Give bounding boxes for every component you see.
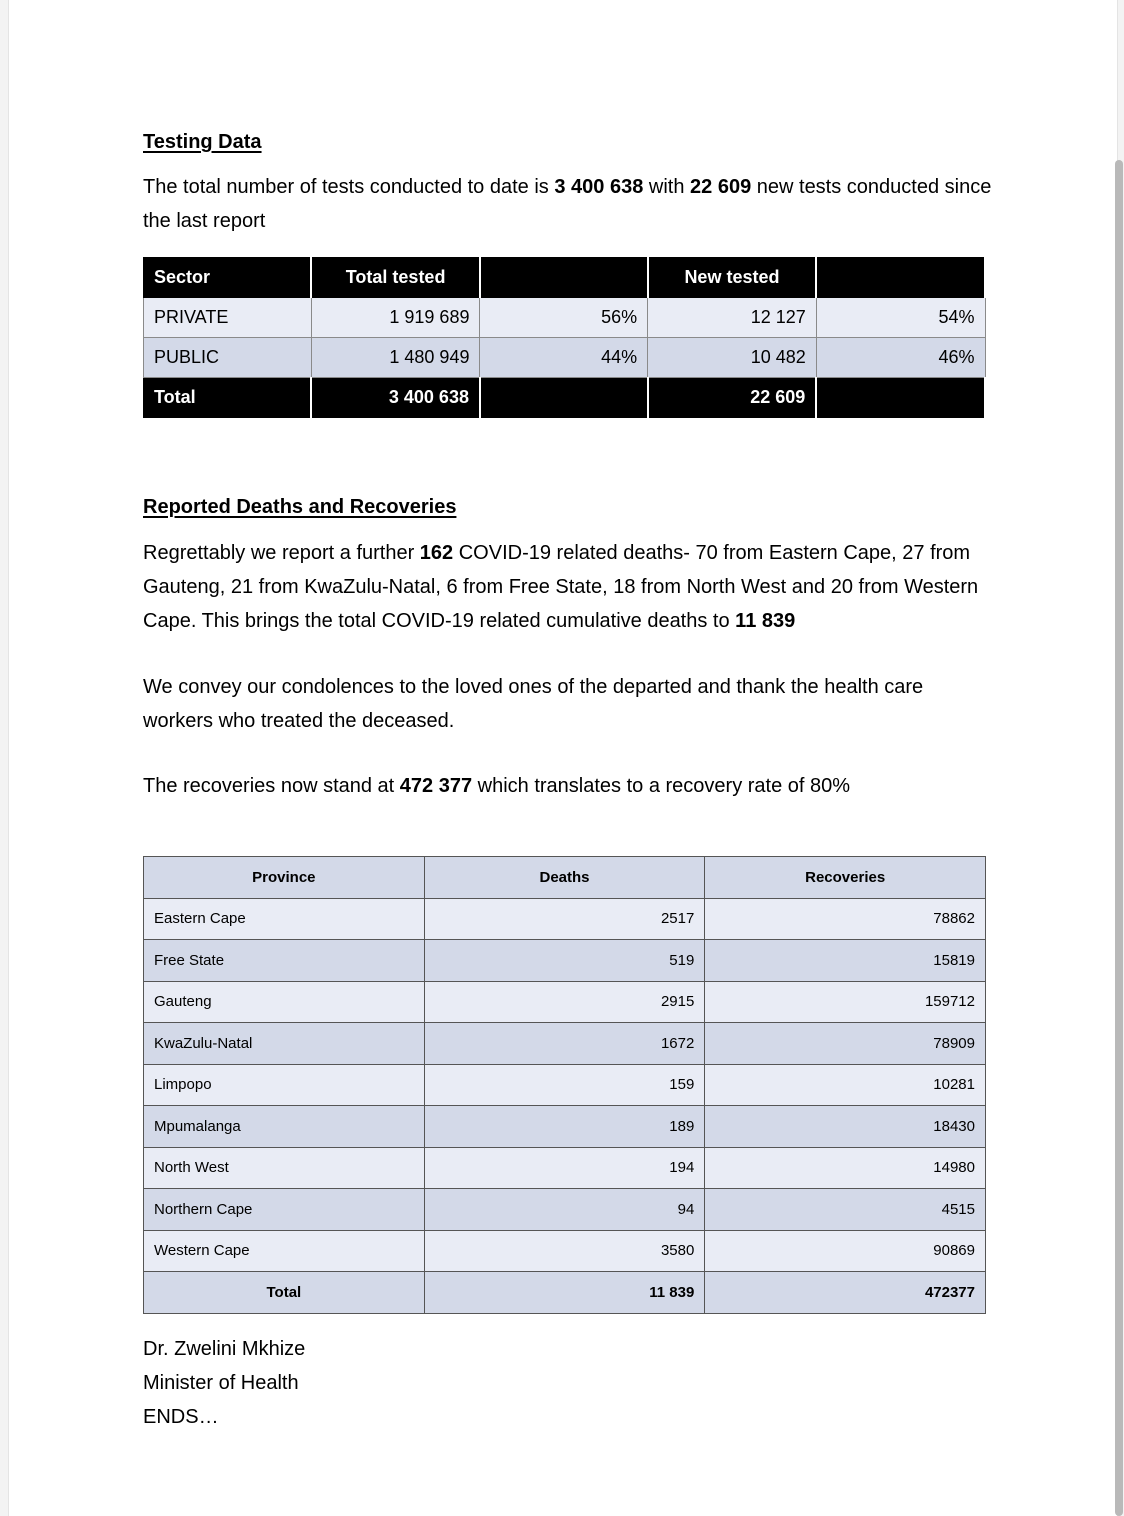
table-header-row	[144, 258, 986, 298]
table-row	[144, 1147, 986, 1189]
table-row	[144, 1230, 986, 1272]
new-percent-cell: 54%	[816, 298, 985, 338]
total-percent-cell: 56%	[480, 298, 648, 338]
province-cell: Free State	[144, 940, 425, 982]
recoveries-value: 472 377	[399, 775, 473, 797]
recoveries-cell: 78862	[705, 898, 986, 940]
province-cell: Gauteng	[144, 981, 425, 1023]
total-percent-cell: 44%	[480, 338, 648, 378]
text: with	[643, 176, 691, 198]
table-row	[144, 898, 986, 940]
deaths-cell: 2517	[424, 898, 705, 940]
province-cell: KwaZulu-Natal	[144, 1023, 425, 1065]
text: which translates to a recovery rate of 80%	[472, 775, 851, 797]
province-cell: Northern Cape	[144, 1189, 425, 1231]
text: The recoveries now stand at	[143, 775, 400, 797]
table-row	[144, 940, 986, 982]
province-table-body	[144, 898, 986, 1313]
table-row	[144, 1106, 986, 1148]
recoveries-cell: 15819	[705, 940, 986, 982]
new-percent-cell: 46%	[816, 338, 985, 378]
total-recoveries-cell: 472377	[705, 1272, 986, 1314]
deaths-cell: 189	[424, 1106, 705, 1148]
condolences-paragraph: We convey our condolences to the loved ones of the departed and thank the health care workers who treated the deceased.	[143, 676, 924, 732]
deaths-cell: 3580	[424, 1230, 705, 1272]
province-cell: North West	[144, 1147, 425, 1189]
header-deaths: Deaths	[424, 857, 705, 899]
total-deaths-value: 11 839	[735, 610, 796, 632]
text: new tests conducted since the last report	[143, 176, 992, 232]
deaths-cell: 94	[424, 1189, 705, 1231]
deaths-cell: 159	[424, 1064, 705, 1106]
text: Regrettably we report a further	[143, 542, 420, 564]
sector-cell: PUBLIC	[144, 338, 312, 378]
header-province: Province	[144, 857, 425, 899]
table-row	[144, 1023, 986, 1065]
recoveries-cell: 4515	[705, 1189, 986, 1231]
deaths-cell: 1672	[424, 1023, 705, 1065]
province-table	[143, 856, 986, 1314]
total-deaths-cell: 11 839	[424, 1272, 705, 1314]
recoveries-cell: 10281	[705, 1064, 986, 1106]
testing-heading: Testing Data	[143, 131, 262, 153]
table-row	[144, 298, 986, 338]
recoveries-cell: 78909	[705, 1023, 986, 1065]
new-deaths-value: 162	[419, 542, 454, 564]
sector-cell: PRIVATE	[144, 298, 312, 338]
signatory-title: Minister of Health	[143, 1372, 299, 1394]
total-tested-cell: 1 480 949	[311, 338, 480, 378]
header-total-tested: Total tested	[311, 258, 480, 298]
signature-block	[143, 1332, 305, 1434]
table-total-row	[144, 378, 986, 418]
deaths-paragraph	[143, 536, 993, 638]
blank-cell	[480, 378, 648, 418]
province-cell: Western Cape	[144, 1230, 425, 1272]
blank-cell	[816, 378, 985, 418]
province-cell: Mpumalanga	[144, 1106, 425, 1148]
recoveries-paragraph	[143, 769, 993, 803]
deaths-cell: 194	[424, 1147, 705, 1189]
header-blank	[480, 258, 648, 298]
document-page	[8, 0, 1118, 1516]
ends-marker: ENDS…	[143, 1406, 219, 1428]
deaths-cell: 2915	[424, 981, 705, 1023]
header-new-tested: New tested	[648, 258, 817, 298]
table-header-row	[144, 857, 986, 899]
text: COVID-19 related deaths- 70 from Eastern Cape, 27 from Gauteng, 21 from KwaZulu-Natal, 6 from Free State, 18 from North West and 20 from Western Cape. This brings the total COVID-19 related cumulative deaths to	[143, 542, 979, 632]
text: The total number of tests conducted to date is	[143, 176, 555, 198]
new-tests-value: 22 609	[690, 176, 752, 198]
province-cell: Limpopo	[144, 1064, 425, 1106]
deaths-heading: Reported Deaths and Recoveries	[143, 496, 457, 518]
total-label-cell: Total	[144, 378, 312, 418]
header-recoveries: Recoveries	[705, 857, 986, 899]
testing-table	[143, 257, 986, 418]
province-cell: Eastern Cape	[144, 898, 425, 940]
recoveries-cell: 90869	[705, 1230, 986, 1272]
new-tested-cell: 10 482	[648, 338, 817, 378]
table-row	[144, 338, 986, 378]
table-row	[144, 1064, 986, 1106]
total-tests-value: 3 400 638	[554, 176, 644, 198]
recoveries-cell: 14980	[705, 1147, 986, 1189]
total-tested-cell: 3 400 638	[311, 378, 480, 418]
table-total-row	[144, 1272, 986, 1314]
deaths-cell: 519	[424, 940, 705, 982]
new-tested-cell: 22 609	[648, 378, 817, 418]
header-blank	[816, 258, 985, 298]
new-tested-cell: 12 127	[648, 298, 817, 338]
testing-paragraph	[143, 170, 993, 238]
table-row	[144, 1189, 986, 1231]
scrollbar[interactable]	[1115, 160, 1123, 1516]
recoveries-cell: 18430	[705, 1106, 986, 1148]
signatory-name: Dr. Zwelini Mkhize	[143, 1338, 306, 1360]
header-sector: Sector	[144, 258, 312, 298]
total-tested-cell: 1 919 689	[311, 298, 480, 338]
table-row	[144, 981, 986, 1023]
total-label-cell: Total	[144, 1272, 425, 1314]
recoveries-cell: 159712	[705, 981, 986, 1023]
